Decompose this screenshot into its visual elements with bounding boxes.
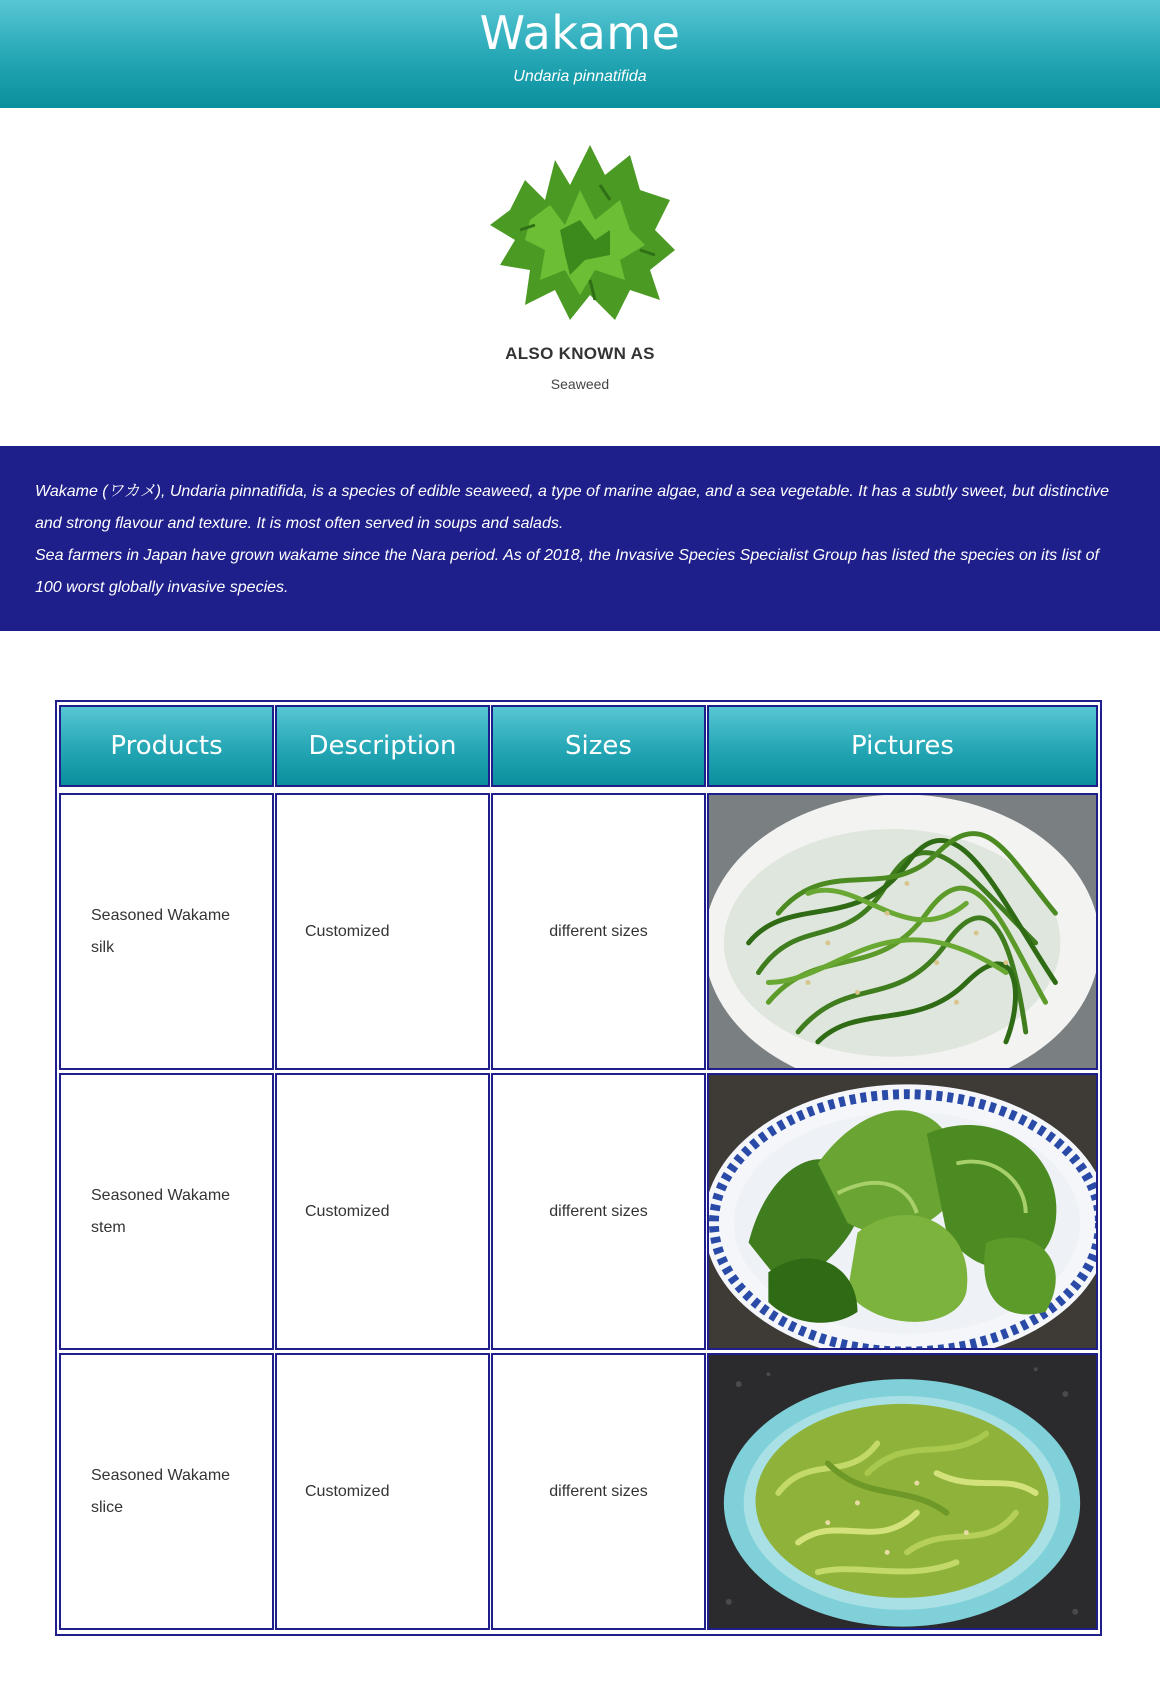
scientific-name: Undaria pinnatifida [513,68,647,85]
page-title: Wakame [479,6,681,60]
product-variant: silk [91,938,115,956]
product-variant: stem [91,1218,126,1236]
aka-value: Seaweed [550,376,610,392]
table-row-product [59,1353,274,1630]
table-row-product [59,793,274,1070]
wakame-image [470,130,690,330]
header-pictures: Pictures [707,705,1098,787]
product-name: Seasoned Wakame [91,1466,231,1484]
intro-paragraph-2: Sea farmers in Japan have grown wakame since the Nara period. As of 2018, the Invasive Species Specialist Group has listed the species on its list of 100 worst globally invasive species. [35,547,1099,596]
table-row-size: different sizes [491,1073,706,1350]
seaweed-salad-photo [707,793,1098,1070]
product-table [55,700,1102,1636]
header-description: Description [275,705,490,787]
wakame-slice-photo [707,1353,1098,1630]
header-products: Products [59,705,274,787]
aka-heading: ALSO KNOWN AS [505,344,655,363]
table-row-size: different sizes [491,1353,706,1630]
table-row-description: Customized [275,793,490,1070]
table-row-size: different sizes [491,793,706,1070]
intro-band [0,446,1160,631]
table-row-description: Customized [275,1073,490,1350]
product-variant: slice [91,1498,124,1516]
table-row-product [59,1073,274,1350]
product-name: Seasoned Wakame [91,1186,231,1204]
page-header [0,0,1160,108]
product-name: Seasoned Wakame [91,906,231,924]
table-row-description: Customized [275,1353,490,1630]
header-sizes: Sizes [491,705,706,787]
intro-paragraph-1: Wakame (ワカメ), Undaria pinnatifida, is a species of edible seaweed, a type of marine algae, and a sea vegetable. It has a subtly sweet, but distinctive and strong flavour and texture. It is most often served in soups and salads. [35,483,1110,532]
wakame-stem-photo [707,1073,1098,1350]
